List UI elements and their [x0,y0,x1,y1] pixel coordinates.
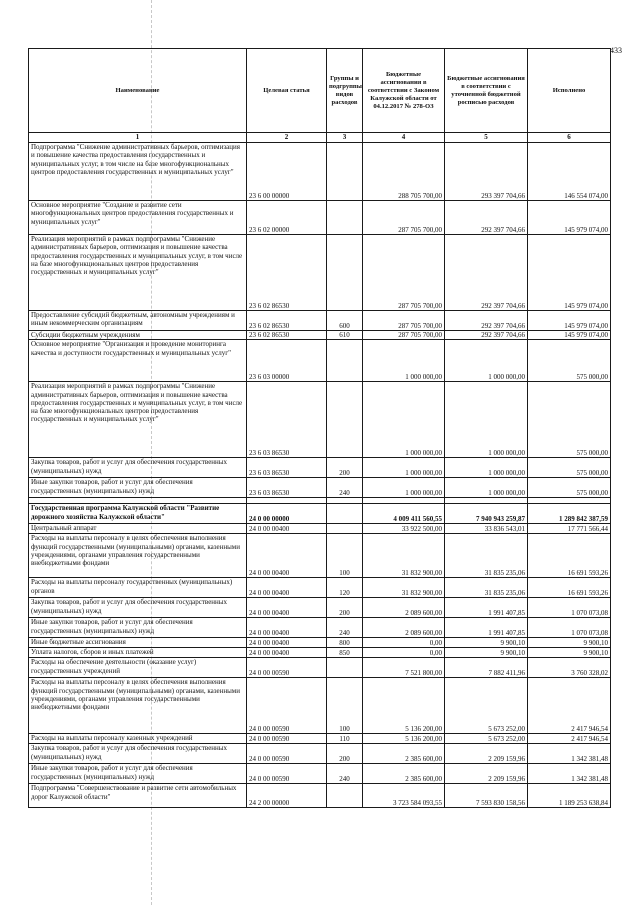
row-executed-amount: 3 760 328,02 [528,658,611,678]
row-target-code: 24 0 00 00590 [247,734,327,744]
header-target: Целевая статья [247,49,327,133]
row-name: Центральный аппарат [29,524,247,534]
row-target-code: 23 6 03 86530 [247,458,327,478]
row-expense-group: 240 [327,618,363,638]
row-expense-group: 610 [327,331,363,340]
table-row [29,458,611,478]
col-number: 2 [247,133,327,143]
table-row [29,504,611,524]
row-law-amount: 0,00 [363,638,445,648]
row-name: Субсидии бюджетным учреждениям [29,331,247,340]
row-law-amount: 287 705 700,00 [363,235,445,311]
row-target-code: 24 0 00 00400 [247,598,327,618]
row-law-amount: 1 000 000,00 [363,458,445,478]
table-row [29,734,611,744]
row-executed-amount: 17 771 566,44 [528,524,611,534]
table-body [29,143,611,808]
row-target-code: 24 0 00 00400 [247,578,327,598]
row-name: Иные закупки товаров, работ и услуг для обеспечения государственных (муниципальных) нужд [29,764,247,784]
row-name: Закупка товаров, работ и услуг для обеспечения государственных (муниципальных) нужд [29,744,247,764]
row-expense-group: 200 [327,744,363,764]
row-target-code: 24 0 00 00590 [247,744,327,764]
table-row [29,478,611,498]
table-row [29,784,611,808]
header-law: Бюджетные ассигнования в соответствии с Законом Калужской области от 04.12.2017 № 278-ОЗ [363,49,445,133]
page-number: 433 [610,46,622,55]
row-name: Реализация мероприятий в рамках подпрограммы "Снижение административных барьеров, оптимизация и повышение качества предоставления государственных и муниципальных услуг, в том числе на базе многофункциональных центров предоставления государственных и муниципальных услуг" [29,235,247,311]
table-row [29,524,611,534]
row-executed-amount: 146 554 074,00 [528,143,611,201]
row-schedule-amount: 5 673 252,00 [445,678,528,734]
row-law-amount: 1 000 000,00 [363,478,445,498]
row-name: Предоставление субсидий бюджетным, автономным учреждениям и иным некоммерческим организациям [29,311,247,331]
table-row [29,534,611,578]
row-expense-group [327,201,363,235]
row-name: Подпрограмма "Снижение административных барьеров, оптимизация и повышение качества предоставления государственных и муниципальных услуг, в том числе на базе многофункциональных центров предоставления государственных и муниципальных услуг" [29,143,247,201]
table-row [29,598,611,618]
row-law-amount: 287 705 700,00 [363,311,445,331]
row-law-amount: 287 705 700,00 [363,331,445,340]
table-row [29,331,611,340]
row-law-amount: 288 705 700,00 [363,143,445,201]
row-name: Подпрограмма "Совершенствование и развитие сети автомобильных дорог Калужской области" [29,784,247,808]
row-law-amount: 2 089 600,00 [363,598,445,618]
row-schedule-amount: 1 000 000,00 [445,382,528,458]
header-groups: Группы и подгруппы видов расходов [327,49,363,133]
table-row [29,648,611,658]
table-row [29,235,611,311]
row-name: Расходы на выплаты персоналу в целях обеспечения выполнения функций государственными (муниципальными) органами, казенными учреждениями, органами управления государственными внебюджетными фондами [29,534,247,578]
row-law-amount: 2 089 600,00 [363,618,445,638]
row-target-code: 23 6 02 86530 [247,331,327,340]
row-schedule-amount: 1 000 000,00 [445,478,528,498]
row-target-code: 24 2 00 00000 [247,784,327,808]
row-target-code: 24 0 00 00400 [247,534,327,578]
row-schedule-amount: 1 991 407,85 [445,618,528,638]
row-target-code: 23 6 03 86530 [247,478,327,498]
table-row [29,764,611,784]
row-schedule-amount: 292 397 704,66 [445,311,528,331]
table-row [29,340,611,382]
row-name: Основное мероприятие "Организация и проведение мониторинга качества и доступности государственных и муниципальных услуг" [29,340,247,382]
row-name: Иные закупки товаров, работ и услуг для обеспечения государственных (муниципальных) нужд [29,478,247,498]
row-law-amount: 7 521 800,00 [363,658,445,678]
row-expense-group: 200 [327,458,363,478]
row-expense-group: 100 [327,534,363,578]
col-number: 3 [327,133,363,143]
row-target-code: 24 0 00 00590 [247,658,327,678]
row-expense-group [327,382,363,458]
row-expense-group [327,524,363,534]
row-expense-group: 850 [327,648,363,658]
row-target-code: 23 6 02 86530 [247,235,327,311]
row-name: Уплата налогов, сборов и иных платежей [29,648,247,658]
row-expense-group [327,658,363,678]
row-target-code: 24 0 00 00590 [247,764,327,784]
row-expense-group: 800 [327,638,363,648]
row-schedule-amount: 2 209 159,96 [445,764,528,784]
row-law-amount: 0,00 [363,648,445,658]
row-schedule-amount: 292 397 704,66 [445,201,528,235]
row-executed-amount: 1 342 381,48 [528,744,611,764]
row-executed-amount: 9 900,10 [528,638,611,648]
row-law-amount: 3 723 584 093,55 [363,784,445,808]
row-executed-amount: 145 979 074,00 [528,235,611,311]
column-number-row [29,133,611,143]
row-law-amount: 5 136 200,00 [363,678,445,734]
row-target-code: 24 0 00 00400 [247,618,327,638]
row-schedule-amount: 7 940 943 259,87 [445,504,528,524]
row-schedule-amount: 31 835 235,06 [445,534,528,578]
table-row [29,678,611,734]
row-target-code: 23 6 03 86530 [247,382,327,458]
table-row [29,744,611,764]
row-expense-group [327,143,363,201]
row-executed-amount: 1 289 842 387,59 [528,504,611,524]
row-executed-amount: 1 189 253 638,84 [528,784,611,808]
row-schedule-amount: 292 397 704,66 [445,235,528,311]
row-expense-group [327,784,363,808]
row-schedule-amount: 1 991 407,85 [445,598,528,618]
table-row [29,638,611,648]
row-executed-amount: 575 000,00 [528,458,611,478]
row-executed-amount: 575 000,00 [528,382,611,458]
row-executed-amount: 575 000,00 [528,340,611,382]
row-schedule-amount: 31 835 235,06 [445,578,528,598]
row-schedule-amount: 5 673 252,00 [445,734,528,744]
row-name: Основное мероприятие "Создание и развитие сети многофункциональных центров предоставления государственных и муниципальных услуг" [29,201,247,235]
row-executed-amount: 1 342 381,48 [528,764,611,784]
row-target-code: 24 0 00 00000 [247,504,327,524]
row-name: Реализация мероприятий в рамках подпрограммы "Снижение административных барьеров, оптимизация и повышение качества предоставления государственных и муниципальных услуг, в том числе на базе многофункциональных центров предоставления государственных и муниципальных услуг" [29,382,247,458]
row-executed-amount: 2 417 946,54 [528,678,611,734]
row-executed-amount: 1 070 073,08 [528,598,611,618]
row-law-amount: 1 000 000,00 [363,340,445,382]
col-number: 4 [363,133,445,143]
row-expense-group: 110 [327,734,363,744]
row-law-amount: 5 136 200,00 [363,734,445,744]
row-law-amount: 2 385 600,00 [363,744,445,764]
row-expense-group [327,340,363,382]
header-row [29,49,611,133]
table-row [29,143,611,201]
row-target-code: 24 0 00 00400 [247,638,327,648]
row-expense-group: 120 [327,578,363,598]
row-name: Расходы на выплаты персоналу казенных учреждений [29,734,247,744]
row-target-code: 23 6 02 00000 [247,201,327,235]
table-row [29,201,611,235]
table-row [29,311,611,331]
row-schedule-amount: 1 000 000,00 [445,340,528,382]
row-schedule-amount: 2 209 159,96 [445,744,528,764]
row-executed-amount: 16 691 593,26 [528,578,611,598]
row-expense-group: 600 [327,311,363,331]
row-schedule-amount: 9 900,10 [445,648,528,658]
row-expense-group [327,235,363,311]
row-schedule-amount: 33 836 543,01 [445,524,528,534]
row-schedule-amount: 9 900,10 [445,638,528,648]
header-name: Наименование [29,49,247,133]
row-schedule-amount: 1 000 000,00 [445,458,528,478]
row-name: Закупка товаров, работ и услуг для обеспечения государственных (муниципальных) нужд [29,458,247,478]
row-expense-group: 240 [327,764,363,784]
row-target-code: 23 6 02 86530 [247,311,327,331]
row-executed-amount: 145 979 074,00 [528,201,611,235]
table-row [29,578,611,598]
col-number: 5 [445,133,528,143]
row-law-amount: 1 000 000,00 [363,382,445,458]
row-executed-amount: 575 000,00 [528,478,611,498]
table-row [29,658,611,678]
row-law-amount: 4 009 411 560,55 [363,504,445,524]
row-executed-amount: 16 691 593,26 [528,534,611,578]
row-target-code: 23 6 00 00000 [247,143,327,201]
row-executed-amount: 145 979 074,00 [528,331,611,340]
row-expense-group [327,504,363,524]
row-name: Расходы на выплаты персоналу государственных (муниципальных) органов [29,578,247,598]
row-schedule-amount: 7 882 411,96 [445,658,528,678]
row-name: Иные закупки товаров, работ и услуг для обеспечения государственных (муниципальных) нужд [29,618,247,638]
row-name: Расходы на выплаты персоналу в целях обеспечения выполнения функций государственными (муниципальными) органами, казенными учреждениями, органами управления государственными внебюджетными фондами [29,678,247,734]
row-target-code: 23 6 03 00000 [247,340,327,382]
budget-execution-table [28,48,611,808]
row-schedule-amount: 293 397 704,66 [445,143,528,201]
col-number: 1 [29,133,247,143]
row-name: Закупка товаров, работ и услуг для обеспечения государственных (муниципальных) нужд [29,598,247,618]
row-executed-amount: 9 900,10 [528,648,611,658]
row-expense-group: 100 [327,678,363,734]
row-law-amount: 31 832 900,00 [363,534,445,578]
row-law-amount: 31 832 900,00 [363,578,445,598]
table-row [29,382,611,458]
row-expense-group: 240 [327,478,363,498]
row-law-amount: 287 705 700,00 [363,201,445,235]
row-name: Иные бюджетные ассигнования [29,638,247,648]
row-law-amount: 33 922 500,00 [363,524,445,534]
row-name: Расходы на обеспечение деятельности (оказание услуг) государственных учреждений [29,658,247,678]
row-target-code: 24 0 00 00590 [247,678,327,734]
header-schedule: Бюджетные ассигнования в соответствии с уточненной бюджетной росписью расходов [445,49,528,133]
row-schedule-amount: 292 397 704,66 [445,331,528,340]
row-law-amount: 2 385 600,00 [363,764,445,784]
row-target-code: 24 0 00 00400 [247,524,327,534]
row-executed-amount: 145 979 074,00 [528,311,611,331]
table-row [29,618,611,638]
row-name: Государственная программа Калужской области "Развитие дорожного хозяйства Калужской области" [29,504,247,524]
row-target-code: 24 0 00 00400 [247,648,327,658]
row-executed-amount: 2 417 946,54 [528,734,611,744]
row-executed-amount: 1 070 073,08 [528,618,611,638]
col-number: 6 [528,133,611,143]
row-schedule-amount: 7 593 830 158,56 [445,784,528,808]
header-executed: Исполнено [528,49,611,133]
row-expense-group: 200 [327,598,363,618]
